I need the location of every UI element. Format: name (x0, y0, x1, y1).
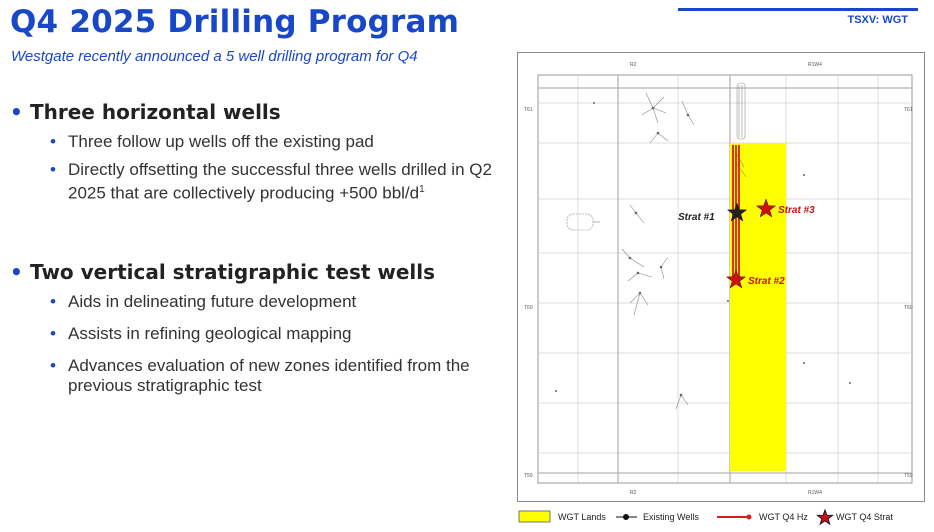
existing-well-dots (555, 102, 851, 396)
map-bottom-label: R2 (630, 490, 637, 496)
legend-hz-label: WGT Q4 Hz (759, 512, 808, 522)
page-subtitle: Westgate recently announced a 5 well drilling program for Q4 (11, 48, 418, 65)
bullet-item: • Advances evaluation of new zones identified from the previous stratigraphic test (10, 356, 500, 396)
map-bottom-label: R1W4 (808, 490, 822, 496)
land-map-svg (518, 53, 924, 501)
bullet-list (10, 100, 500, 396)
ticker-symbol: TSXV: WGT (847, 14, 908, 26)
section-grid (538, 75, 912, 483)
bullet-heading: • Three horizontal wells (10, 100, 500, 124)
bullet-item: • Assists in refining geological mapping (10, 324, 500, 344)
existing-wells (567, 83, 746, 409)
map-right-label: T61 (904, 107, 913, 113)
legend-lands-swatch (519, 511, 550, 522)
strat-1-label: Strat #1 (678, 212, 715, 223)
land-map (517, 52, 925, 502)
township-boundary (538, 75, 912, 483)
map-top-label: R1W4 (808, 62, 822, 68)
map-right-label: T59 (904, 473, 913, 479)
map-left-label: T61 (524, 107, 533, 113)
township-lines (538, 75, 912, 483)
legend-hz-dot (747, 515, 752, 520)
strat-2-label: Strat #2 (748, 276, 785, 287)
legend-existing-label: Existing Wells (643, 512, 699, 522)
bullet-item-text: Directly offsetting the successful three wells drilled in Q2 2025 that are collectively producing +500 bbl/d (68, 160, 492, 203)
bullet-heading: • Two vertical stratigraphic test wells (10, 260, 500, 284)
map-right-label: T60 (904, 305, 913, 311)
legend-existing-dot (623, 514, 629, 520)
bullet-item: • Aids in delineating future development (10, 292, 500, 312)
strat-3-label: Strat #3 (778, 205, 815, 216)
map-legend (517, 508, 927, 528)
legend-lands-label: WGT Lands (558, 512, 606, 522)
page-title: Q4 2025 Drilling Program (10, 4, 460, 40)
map-left-label: T60 (524, 305, 533, 311)
legend-strat-star (818, 510, 833, 524)
bullet-item: • Three follow up wells off the existing pad (10, 132, 500, 152)
header-rule (678, 8, 918, 11)
footnote-marker: 1 (419, 184, 425, 195)
map-top-label: R2 (630, 62, 637, 68)
bullet-item (10, 160, 500, 204)
map-left-label: T59 (524, 473, 533, 479)
legend-strat-label: WGT Q4 Strat (836, 512, 893, 522)
